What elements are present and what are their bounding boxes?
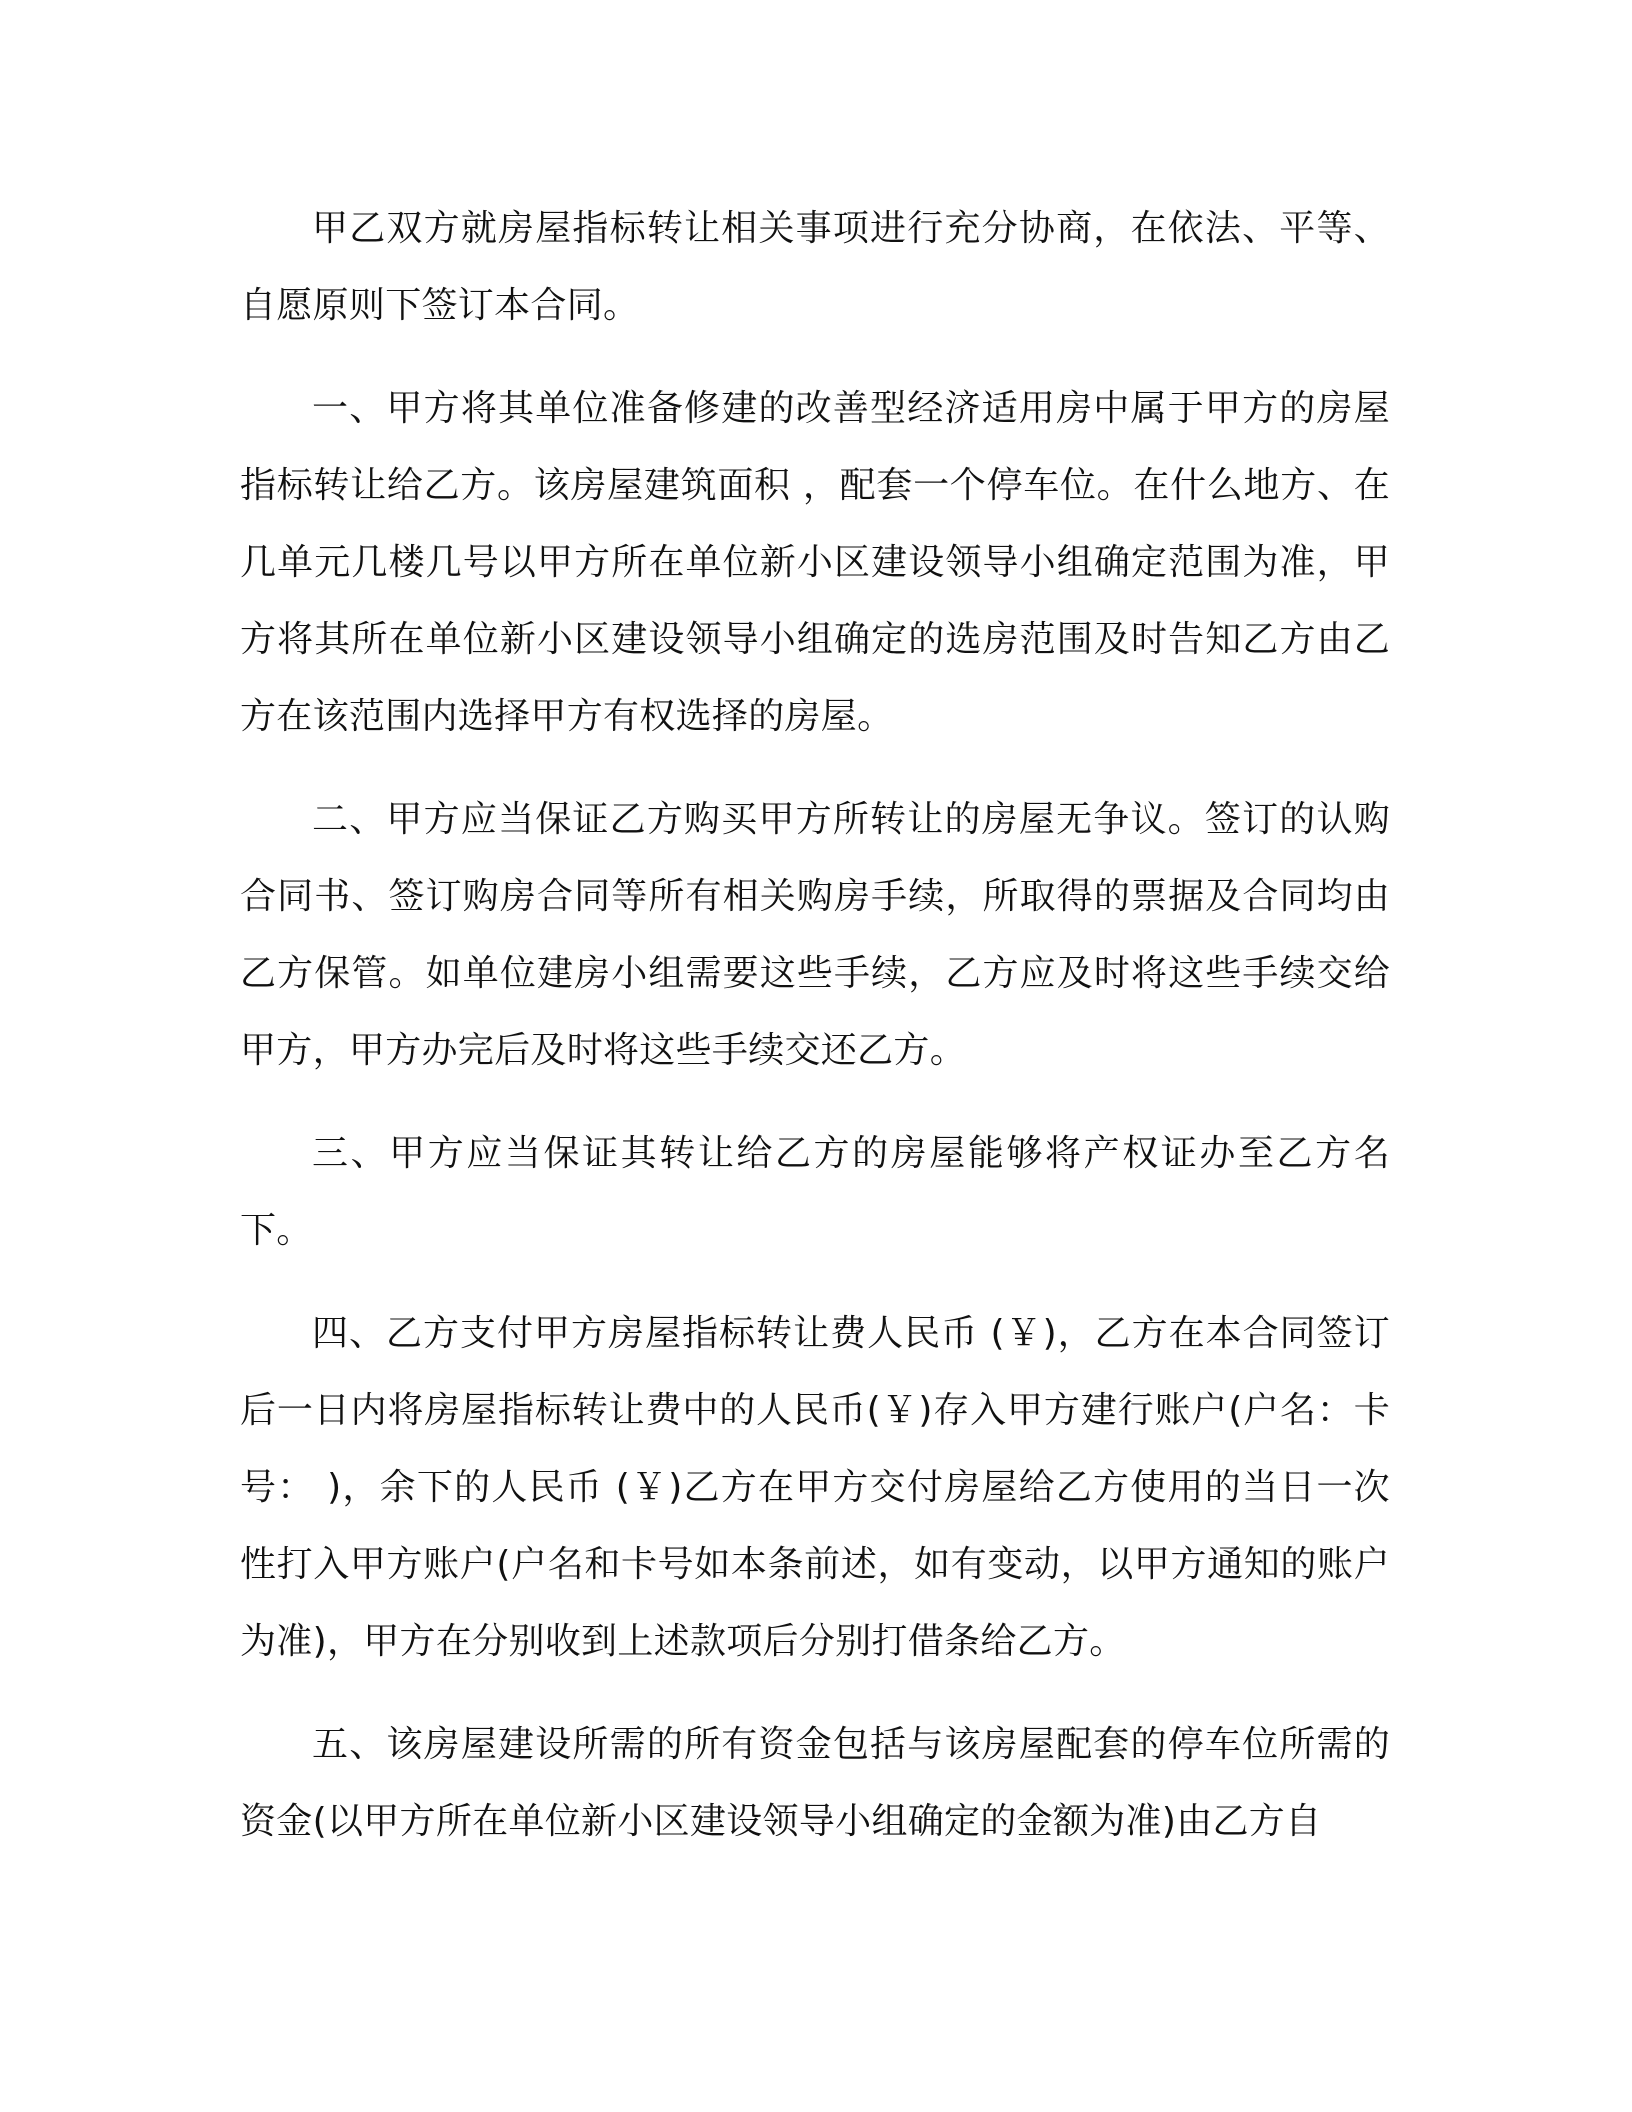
contract-body <box>240 190 1390 1860</box>
paragraph-clause-4: 四、乙方支付甲方房屋指标转让费人民币 (￥)，乙方在本合同签订后一日内将房屋指标转让费中的人民币(￥)存入甲方建行账户(户名：卡号： )，余下的人民币 (￥)乙方在甲方交付房屋给乙方使用的当日一次性打入甲方账户(户名和卡号如本条前述，如有变动，以甲方通知的账户为准)，甲方在分别收到上述款项后分别打借条给乙方。 <box>240 1313 1390 1662</box>
paragraph-clause-2: 二、甲方应当保证乙方购买甲方所转让的房屋无争议。签订的认购合同书、签订购房合同等所有相关购房手续，所取得的票据及合同均由乙方保管。如单位建房小组需要这些手续，乙方应及时将这些手续交给甲方，甲方办完后及时将这些手续交还乙方。 <box>240 799 1390 1071</box>
paragraph-intro: 甲乙双方就房屋指标转让相关事项进行充分协商，在依法、平等、自愿原则下签订本合同。 <box>240 208 1390 326</box>
paragraph-clause-1: 一、甲方将其单位准备修建的改善型经济适用房中属于甲方的房屋指标转让给乙方。该房屋建筑面积 ，配套一个停车位。在什么地方、在几单元几楼几号以甲方所在单位新小区建设领导小组确定范围为准，甲方将其所在单位新小区建设领导小组确定的选房范围及时告知乙方由乙方在该范围内选择甲方有权选择的房屋。 <box>240 388 1390 737</box>
paragraph-clause-3: 三、甲方应当保证其转让给乙方的房屋能够将产权证办至乙方名下。 <box>240 1133 1390 1251</box>
paragraph-clause-5: 五、该房屋建设所需的所有资金包括与该房屋配套的停车位所需的资金(以甲方所在单位新小区建设领导小组确定的金额为准)由乙方自 <box>240 1724 1390 1842</box>
